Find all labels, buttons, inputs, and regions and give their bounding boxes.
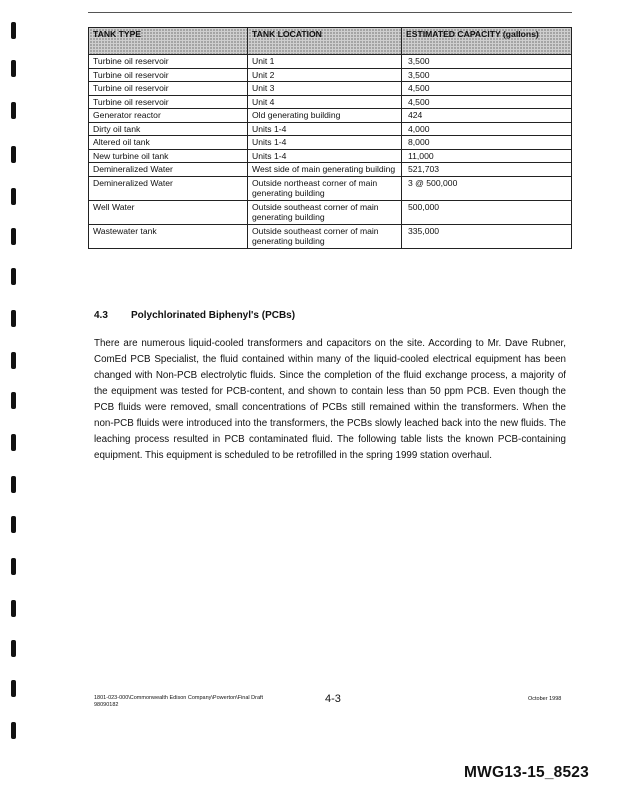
cell-tank-type: Turbine oil reservoir xyxy=(89,55,248,69)
binder-hole-mark xyxy=(11,22,16,39)
binder-hole-mark xyxy=(11,640,16,657)
table-row xyxy=(89,122,572,136)
binder-hole-mark xyxy=(11,188,16,205)
binder-hole-mark xyxy=(11,680,16,697)
footer-project-number: 98090182 xyxy=(94,702,119,708)
cell-tank-type: Well Water xyxy=(89,200,248,224)
table-row xyxy=(89,55,572,69)
cell-tank-location: Unit 4 xyxy=(248,95,402,109)
cell-tank-location: West side of main generating building xyxy=(248,163,402,177)
binder-hole-mark xyxy=(11,722,16,739)
cell-tank-location: Units 1-4 xyxy=(248,136,402,150)
table-row xyxy=(89,68,572,82)
binder-hole-mark xyxy=(11,268,16,285)
table-row xyxy=(89,82,572,96)
cell-tank-location: Units 1-4 xyxy=(248,122,402,136)
table-row xyxy=(89,136,572,150)
cell-tank-type: Turbine oil reservoir xyxy=(89,82,248,96)
footer-project-path: 1801-023-000\Commonwealth Edison Company\Powerton\Final Draft xyxy=(94,695,264,701)
cell-tank-type: Turbine oil reservoir xyxy=(89,68,248,82)
binder-hole-mark xyxy=(11,558,16,575)
cell-capacity: 8,000 xyxy=(402,136,572,150)
cell-tank-type: Generator reactor xyxy=(89,109,248,123)
cell-tank-type: Demineralized Water xyxy=(89,176,248,200)
binder-hole-mark xyxy=(11,434,16,451)
cell-capacity: 3,500 xyxy=(402,55,572,69)
cell-tank-type: Demineralized Water xyxy=(89,163,248,177)
page-number: 4-3 xyxy=(325,693,341,705)
binder-hole-mark xyxy=(11,228,16,245)
cell-tank-location: Outside southeast corner of main generating building xyxy=(248,200,402,224)
top-rule xyxy=(88,12,572,13)
section-heading xyxy=(94,310,295,321)
binder-hole-mark xyxy=(11,60,16,77)
cell-tank-location: Outside northeast corner of main generating building xyxy=(248,176,402,200)
cell-capacity: 3,500 xyxy=(402,68,572,82)
body-paragraph: There are numerous liquid-cooled transformers and capacitors on the site. According to Mr. Dave Rubner, ComEd PCB Specialist, the fluid contained within many of the liquid-cooled electrical equipment has been changed with Non-PCB electrolytic fluids. Since the completion of the fluid exchange process, a majority of the equipment was tested for PCB-content, and shown to contain less than 50 ppm PCB. Even though the PCB fluids were removed, small concentrations of PCBs still remained within the transformers. When the non-PCB fluids were introduced into the transformers, the PCBs slowly leached back into the new fluids. The leaching process resulted in PCB contaminated fluid. The following table lists the known PCB-containing equipment. This equipment is scheduled to be retrofilled in the spring 1999 station overhaul. xyxy=(94,338,566,461)
table-row xyxy=(89,200,572,224)
binder-hole-mark xyxy=(11,102,16,119)
cell-tank-location: Unit 2 xyxy=(248,68,402,82)
cell-capacity: 521,703 xyxy=(402,163,572,177)
section-title: Polychlorinated Biphenyl's (PCBs) xyxy=(131,310,296,321)
binder-hole-mark xyxy=(11,516,16,533)
cell-tank-location: Unit 1 xyxy=(248,55,402,69)
binder-hole-mark xyxy=(11,476,16,493)
cell-tank-type: Turbine oil reservoir xyxy=(89,95,248,109)
cell-tank-type: Wastewater tank xyxy=(89,224,248,248)
cell-capacity: 500,000 xyxy=(402,200,572,224)
header-tank-type: TANK TYPE xyxy=(89,28,248,55)
binder-hole-mark xyxy=(11,392,16,409)
table-row xyxy=(89,109,572,123)
table-row xyxy=(89,176,572,200)
footer-date: October 1998 xyxy=(528,696,562,702)
cell-capacity: 4,000 xyxy=(402,122,572,136)
table-header-row xyxy=(89,28,572,55)
cell-tank-location: Outside southeast corner of main generating building xyxy=(248,224,402,248)
cell-capacity: 4,500 xyxy=(402,95,572,109)
binder-hole-mark xyxy=(11,146,16,163)
binder-hole-mark xyxy=(11,310,16,327)
footer-project-info xyxy=(94,695,263,709)
header-tank-location: TANK LOCATION xyxy=(248,28,402,55)
table-row xyxy=(89,163,572,177)
cell-tank-type: Altered oil tank xyxy=(89,136,248,150)
document-id-stamp: MWG13-15_8523 xyxy=(464,764,589,781)
cell-capacity: 4,500 xyxy=(402,82,572,96)
cell-tank-location: Old generating building xyxy=(248,109,402,123)
binder-hole-mark xyxy=(11,600,16,617)
cell-tank-type: Dirty oil tank xyxy=(89,122,248,136)
cell-capacity: 11,000 xyxy=(402,149,572,163)
section-number: 4.3 xyxy=(94,310,108,321)
cell-capacity: 3 @ 500,000 xyxy=(402,176,572,200)
header-estimated-capacity: ESTIMATED CAPACITY (gallons) xyxy=(402,28,572,55)
table-row xyxy=(89,149,572,163)
table-row xyxy=(89,95,572,109)
cell-tank-location: Unit 3 xyxy=(248,82,402,96)
cell-capacity: 424 xyxy=(402,109,572,123)
cell-tank-type: New turbine oil tank xyxy=(89,149,248,163)
tank-table xyxy=(88,27,572,249)
binder-hole-mark xyxy=(11,352,16,369)
cell-tank-location: Units 1-4 xyxy=(248,149,402,163)
table-row xyxy=(89,224,572,248)
cell-capacity: 335,000 xyxy=(402,224,572,248)
